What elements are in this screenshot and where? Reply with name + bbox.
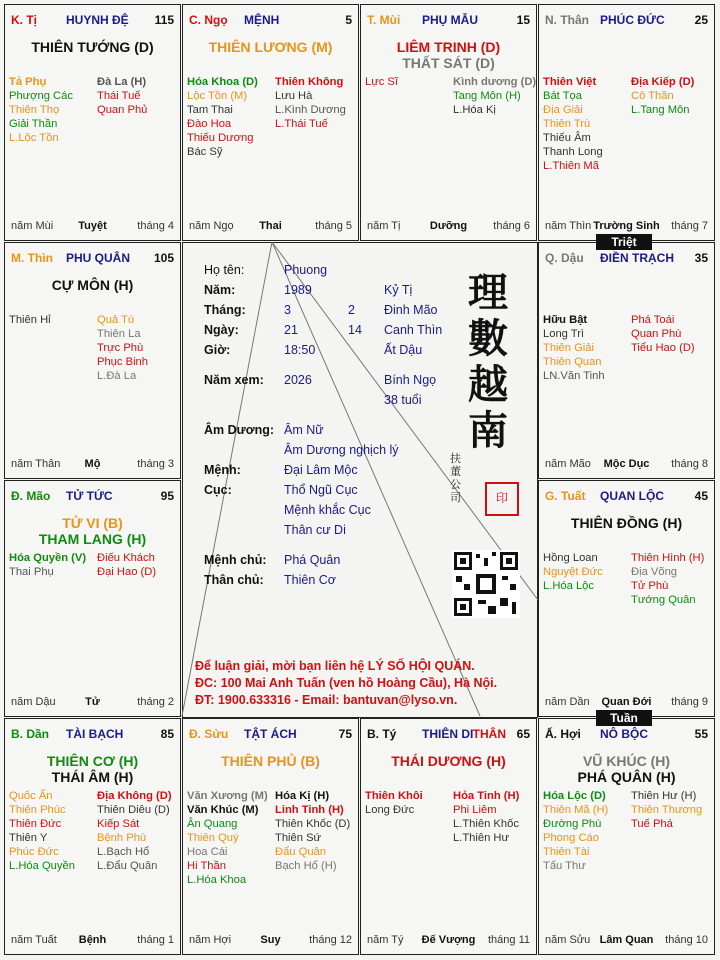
minor-star: Quan Phủ xyxy=(97,104,148,116)
minor-star: Kình dương (D) xyxy=(453,76,537,88)
minor-star: Thiên Quan xyxy=(543,356,602,368)
star-column-left xyxy=(543,75,603,173)
palace-branch: Q. Dậu xyxy=(545,251,584,265)
main-star: VŨ KHÚC (H) xyxy=(582,753,671,769)
main-star: THIÊN ĐỒNG (H) xyxy=(570,515,683,531)
minor-star: LN.Văn Tinh xyxy=(543,370,605,382)
minor-star: Phá Toái xyxy=(631,314,675,326)
life-stage: Trường Sinh xyxy=(593,220,660,232)
label: Năm: xyxy=(204,283,236,297)
minor-star: L.Thiên Khốc xyxy=(453,818,519,830)
main-star: THÁI ÂM (H) xyxy=(51,769,134,785)
value: Đại Lâm Mộc xyxy=(284,463,358,477)
star-column-right xyxy=(631,551,704,607)
minor-star: Hóa Khoa (D) xyxy=(187,76,258,88)
palace-footer xyxy=(11,696,174,710)
star-column-left xyxy=(9,75,73,145)
star-column-left xyxy=(187,75,258,159)
minor-star: Kiếp Sát xyxy=(97,818,140,830)
minor-star: Thanh Long xyxy=(543,146,603,158)
minor-star: Thiên Phúc xyxy=(9,804,66,816)
minor-star: Văn Khúc (M) xyxy=(187,804,259,816)
month-label: tháng 9 xyxy=(671,696,708,708)
palace-header xyxy=(545,489,708,505)
minor-star: Lưu Hà xyxy=(275,90,313,102)
minor-star: Lực Sĩ xyxy=(365,76,398,88)
label: Tháng: xyxy=(204,303,246,317)
minor-star: Giải Thần xyxy=(9,118,58,130)
star-column-right xyxy=(453,75,536,117)
minor-star: Địa Không (D) xyxy=(97,790,172,802)
year-label: năm Thân xyxy=(11,458,61,470)
minor-star: Nguyệt Đức xyxy=(543,566,603,578)
palace-cell-mui xyxy=(360,4,537,241)
minor-star: Đường Phù xyxy=(543,818,602,830)
main-star: THIÊN CƠ (H) xyxy=(46,753,139,769)
star-column-right xyxy=(631,789,702,831)
star-column-right xyxy=(453,789,519,845)
palace-footer xyxy=(11,458,174,472)
minor-star: Thiên Y xyxy=(9,832,48,844)
value: Âm Nữ xyxy=(284,423,324,437)
month-label: tháng 4 xyxy=(137,220,174,232)
palace-branch: T. Mùi xyxy=(367,13,401,27)
value: 3 xyxy=(284,303,291,317)
minor-star: Hữu Bật xyxy=(543,314,588,326)
minor-star: Tam Thai xyxy=(187,104,233,116)
minor-star: Thiên Trù xyxy=(543,118,591,130)
value: 2 xyxy=(348,303,355,317)
value: Ất Dậu xyxy=(384,343,423,357)
minor-star: Bát Tọa xyxy=(543,90,582,102)
minor-star: Linh Tinh (H) xyxy=(275,804,344,816)
minor-star: Thiên Thọ xyxy=(9,104,60,116)
palace-cell-ti xyxy=(4,4,181,241)
label: Mệnh chủ: xyxy=(204,553,267,567)
palace-footer xyxy=(545,220,708,234)
year-label: năm Sửu xyxy=(545,934,591,946)
main-star: THẤT SÁT (D) xyxy=(402,55,495,71)
month-label: tháng 7 xyxy=(671,220,708,232)
label: Âm Dương: xyxy=(204,423,275,437)
star-column-right xyxy=(631,75,694,117)
palace-header xyxy=(189,727,352,743)
palace-name: PHÚC ĐỨC xyxy=(600,13,665,27)
label: Mệnh: xyxy=(204,463,241,477)
minor-star: Đẩu Quân xyxy=(275,846,326,858)
contact-address: ĐC: 100 Mai Anh Tuấn (ven hồ Hoàng Cầu), Hà Nội. xyxy=(195,676,498,690)
minor-star: Tang Môn (H) xyxy=(453,90,521,102)
star-column-left xyxy=(187,789,268,887)
star-column-left xyxy=(365,75,398,89)
tuan-tag: Tuần xyxy=(596,710,652,726)
palace-name: PHU QUÂN xyxy=(66,251,131,265)
contact-line-1: Để luận giải, mời bạn liên hệ LÝ SỐ HỘI QUÁN. xyxy=(195,659,475,673)
value: Phuong xyxy=(284,263,328,277)
minor-star: L.Tang Môn xyxy=(631,104,690,116)
minor-star: Bác Sỹ xyxy=(187,146,223,158)
minor-star: Thiếu Dương xyxy=(187,132,254,144)
year-label: năm Thìn xyxy=(545,220,592,232)
palace-branch: N. Thân xyxy=(545,13,589,27)
palace-number: 15 xyxy=(516,13,530,27)
minor-star: Thiên Hư (H) xyxy=(631,790,697,802)
month-label: tháng 10 xyxy=(665,934,708,946)
minor-star: Hoa Cái xyxy=(187,846,228,858)
minor-star: Thiên Việt xyxy=(543,76,597,88)
center-info xyxy=(182,242,538,716)
palace-cell-suu xyxy=(182,718,359,955)
month-label: tháng 12 xyxy=(309,934,352,946)
minor-star: Tấu Thư xyxy=(543,860,586,872)
minor-star: L.Hóa Quyền xyxy=(9,860,75,872)
minor-star: Thiên Không xyxy=(275,76,344,88)
star-column-right xyxy=(631,313,695,355)
palace-cell-hoi xyxy=(538,718,715,955)
palace-branch: G. Tuất xyxy=(545,489,586,503)
minor-star: Cô Thần xyxy=(631,90,674,102)
minor-star: Hi Thần xyxy=(187,860,226,872)
minor-star: L.Đà La xyxy=(97,370,137,382)
palace-branch: M. Thìn xyxy=(11,251,53,265)
star-column-right xyxy=(97,75,147,117)
main-star: PHÁ QUÂN (H) xyxy=(577,769,676,785)
life-stage: Suy xyxy=(260,934,281,946)
star-column-right xyxy=(97,551,156,579)
palace-footer xyxy=(545,458,708,472)
palace-number: 105 xyxy=(153,251,174,265)
palace-header xyxy=(367,727,530,743)
palace-footer xyxy=(11,220,174,234)
life-stage: Mộ xyxy=(84,458,101,470)
minor-star: Đà La (H) xyxy=(97,76,147,88)
minor-star: Thái Tuế xyxy=(97,90,141,102)
palace-header xyxy=(545,251,708,267)
minor-star: Thiên Khốc (D) xyxy=(275,818,351,830)
palace-number: 35 xyxy=(694,251,708,265)
palace-number: 65 xyxy=(516,727,530,741)
minor-star: Phúc Đức xyxy=(9,846,59,858)
minor-star: Bệnh Phù xyxy=(97,832,147,844)
palace-number: 95 xyxy=(160,489,174,503)
palace-name: HUYNH ĐỆ xyxy=(66,13,129,27)
calligraphy-logo: 理 數 越 南 xyxy=(468,269,508,454)
palace-number: 85 xyxy=(160,727,174,741)
palace-cell-than xyxy=(538,4,715,241)
label: Năm xem: xyxy=(204,373,264,387)
minor-star: Đại Hao (D) xyxy=(97,566,157,578)
minor-star: Hóa Kị (H) xyxy=(275,790,330,802)
minor-star: Văn Xương (M) xyxy=(187,790,268,802)
palace-name: QUAN LỘC xyxy=(600,489,664,503)
palace-footer xyxy=(545,696,708,710)
palace-cell-dau xyxy=(538,242,715,479)
value: 38 tuổi xyxy=(384,393,422,407)
value: 18:50 xyxy=(284,343,316,357)
palace-name: ĐIỀN TRẠCH xyxy=(600,251,674,265)
minor-star: Long Đức xyxy=(365,804,415,816)
month-label: tháng 11 xyxy=(487,934,530,946)
minor-star: Đào Hoa xyxy=(187,118,232,130)
palace-number: 45 xyxy=(694,489,708,503)
value: 2026 xyxy=(284,373,312,387)
star-column-left xyxy=(543,789,608,873)
label: Thân chủ: xyxy=(204,573,264,587)
minor-star: Lộc Tồn (M) xyxy=(187,90,248,102)
red-seal: 印 xyxy=(485,482,519,516)
palace-footer xyxy=(11,934,174,948)
star-column-left xyxy=(543,313,605,383)
life-stage: Tuyệt xyxy=(78,220,107,232)
minor-star: Địa Giải xyxy=(543,104,583,116)
palace-name: TẬT ÁCH xyxy=(244,727,297,741)
month-label: tháng 1 xyxy=(137,934,174,946)
triet-tag: Triệt xyxy=(596,234,652,250)
palace-branch: C. Ngọ xyxy=(189,13,228,27)
minor-star: L.Thiên Hư xyxy=(453,832,509,844)
minor-star: Hồng Loan xyxy=(543,552,598,564)
palace-footer xyxy=(189,934,352,948)
year-label: năm Tuất xyxy=(11,934,57,946)
palace-footer xyxy=(367,220,530,234)
minor-star: Hóa Quyền (V) xyxy=(9,552,87,564)
minor-star: Ân Quang xyxy=(187,818,238,830)
minor-star: Thiên Khôi xyxy=(365,790,423,802)
month-label: tháng 3 xyxy=(137,458,174,470)
palace-cell-ngo xyxy=(182,4,359,241)
minor-star: Trực Phù xyxy=(97,342,144,354)
palace-number: 5 xyxy=(345,13,352,27)
minor-star: Tướng Quân xyxy=(631,594,696,606)
palace-cell-dan xyxy=(4,718,181,955)
minor-star: L.Đẩu Quân xyxy=(97,860,158,872)
value: 14 xyxy=(348,323,362,337)
minor-star: L.Hóa Kị xyxy=(453,104,496,116)
month-label: tháng 6 xyxy=(493,220,530,232)
month-label: tháng 2 xyxy=(137,696,174,708)
life-stage: Mộc Dục xyxy=(603,458,650,470)
star-column-right xyxy=(275,75,346,131)
life-stage: Đế Vượng xyxy=(421,934,476,946)
minor-star: Hóa Lộc (D) xyxy=(543,790,606,802)
palace-number: 75 xyxy=(338,727,352,741)
minor-star: L.Kình Dương xyxy=(275,104,346,116)
year-label: năm Dậu xyxy=(11,696,56,708)
qr-code-icon xyxy=(452,550,520,618)
star-column-right xyxy=(97,789,172,873)
minor-star: Điếu Khách xyxy=(97,552,155,564)
star-column-right xyxy=(97,313,148,383)
palace-cell-mao xyxy=(4,480,181,717)
month-label: tháng 8 xyxy=(671,458,708,470)
life-stage: Quan Đới xyxy=(601,696,652,708)
palace-branch: B. Dần xyxy=(11,727,50,741)
minor-star: Bạch Hổ (H) xyxy=(275,860,337,872)
minor-star: Quốc Ấn xyxy=(9,790,53,802)
seal-logo: 扶 董 公 司 xyxy=(450,452,461,504)
palace-branch: Ấ. Hợi xyxy=(545,727,581,741)
palace-footer xyxy=(367,934,530,948)
value: Đinh Mão xyxy=(384,303,438,317)
palace-name: MỆNH xyxy=(244,13,280,27)
palace-number: 115 xyxy=(154,13,174,27)
minor-star: Quan Phù xyxy=(631,328,682,340)
star-column-left xyxy=(9,789,75,873)
palace-header xyxy=(11,489,174,505)
minor-star: Thiên La xyxy=(97,328,141,340)
minor-star: Long Trì xyxy=(543,328,585,340)
palace-header xyxy=(11,13,174,29)
life-stage: Thai xyxy=(259,220,282,232)
contact-phone-email: ĐT: 1900.633316 - Email: bantuvan@lyso.vn. xyxy=(195,693,458,707)
star-column-left xyxy=(543,551,603,593)
minor-star: Phục Binh xyxy=(97,356,148,368)
value: Thổ Ngũ Cục xyxy=(284,483,358,497)
year-label: năm Ngọ xyxy=(189,220,234,232)
palace-number: 55 xyxy=(694,727,708,741)
palace-cell-thin xyxy=(4,242,181,479)
label: Giờ: xyxy=(204,343,231,357)
label: Họ tên: xyxy=(204,263,245,277)
palace-name: NÔ BỘC xyxy=(600,727,648,741)
minor-star: Thiên Diêu (D) xyxy=(97,804,170,816)
minor-star: L.Thiên Mã xyxy=(543,160,599,172)
palace-footer xyxy=(545,934,708,948)
minor-star: Quả Tú xyxy=(97,314,135,326)
palace-name: TÀI BẠCH xyxy=(66,727,124,741)
palace-name: TỬ TỨC xyxy=(66,489,113,503)
value: Bính Ngọ xyxy=(384,373,437,387)
year-label: năm Dần xyxy=(545,696,590,708)
life-stage: Dưỡng xyxy=(429,220,468,232)
minor-star: Thiên Mã (H) xyxy=(543,804,609,816)
value: 21 xyxy=(284,323,298,337)
minor-star: Thiên Thương xyxy=(631,804,703,816)
main-star: THIÊN TƯỚNG (D) xyxy=(31,39,154,55)
minor-star: Phong Cáo xyxy=(543,832,599,844)
minor-star: Thiên Hỉ xyxy=(9,314,51,326)
main-star: THÁI DƯƠNG (H) xyxy=(391,753,506,769)
label: Ngày: xyxy=(204,323,239,337)
value: Thân cư Di xyxy=(284,523,346,537)
palace-cell-ty xyxy=(360,718,537,955)
main-star: LIÊM TRINH (D) xyxy=(396,39,501,55)
palace-header xyxy=(545,727,708,743)
value: 1989 xyxy=(284,283,312,297)
star-column-left xyxy=(9,551,86,579)
minor-star: Thiên Đức xyxy=(9,818,62,830)
palace-header xyxy=(189,13,352,29)
minor-star: L.Hóa Lộc xyxy=(543,580,594,592)
minor-star: Địa Võng xyxy=(631,566,678,578)
palace-header xyxy=(11,727,174,743)
palace-footer xyxy=(189,220,352,234)
minor-star: Thiếu Âm xyxy=(543,132,591,144)
palace-cell-tuat xyxy=(538,480,715,717)
palace-header xyxy=(545,13,708,29)
minor-star: L.Bạch Hổ xyxy=(97,846,150,858)
minor-star: Thiên Quý xyxy=(187,832,239,844)
value: Canh Thìn xyxy=(384,323,443,337)
minor-star: Thiên Sứ xyxy=(275,832,322,844)
palace-branch: Đ. Sửu xyxy=(189,727,229,741)
year-label: năm Mùi xyxy=(11,220,54,232)
life-stage: Lâm Quan xyxy=(599,934,654,946)
minor-star: L.Thái Tuế xyxy=(275,118,328,130)
minor-star: Tiểu Hao (D) xyxy=(631,342,695,354)
minor-star: Hỏa Tinh (H) xyxy=(453,790,520,802)
year-label: năm Tý xyxy=(367,934,404,946)
year-label: năm Tị xyxy=(367,220,401,232)
palace-number: 25 xyxy=(694,13,708,27)
star-column-left xyxy=(9,313,51,327)
minor-star: Thiên Giải xyxy=(543,342,594,354)
main-star: THAM LANG (H) xyxy=(38,531,147,547)
star-column-right xyxy=(275,789,350,873)
label: Cục: xyxy=(204,483,232,497)
minor-star: Tuế Phá xyxy=(631,818,673,830)
palace-branch: Đ. Mão xyxy=(11,489,51,503)
life-stage: Bệnh xyxy=(78,934,107,946)
minor-star: L.Lộc Tồn xyxy=(9,132,59,144)
value: Kỷ Tị xyxy=(384,283,413,297)
main-star: TỬ VI (B) xyxy=(62,515,123,531)
minor-star: Thai Phụ xyxy=(9,566,54,578)
life-stage: Tử xyxy=(85,696,100,708)
value: Thiên Cơ xyxy=(284,573,336,587)
palace-header xyxy=(11,251,174,267)
value: Phá Quân xyxy=(284,553,341,567)
year-label: năm Hợi xyxy=(189,934,232,946)
minor-star: Thiên Tài xyxy=(543,846,590,858)
minor-star: Thiên Hình (H) xyxy=(631,552,705,564)
main-star: THIÊN LƯƠNG (M) xyxy=(208,39,333,55)
value: Mệnh khắc Cục xyxy=(284,503,371,517)
palace-branch: B. Tý xyxy=(367,727,397,741)
minor-star: L.Hóa Khoa xyxy=(187,874,247,886)
minor-star: Tả Phụ xyxy=(9,76,47,88)
star-column-left xyxy=(365,789,423,817)
palace-name: THIÊN DI xyxy=(422,727,474,741)
palace-branch: K. Tị xyxy=(11,13,37,27)
minor-star: Tử Phù xyxy=(631,580,669,592)
minor-star: Phi Liêm xyxy=(453,804,497,816)
value: Âm Dương nghịch lý xyxy=(284,443,399,457)
year-label: năm Mão xyxy=(545,458,591,470)
main-star: CỰ MÔN (H) xyxy=(51,277,134,293)
minor-star: Phượng Các xyxy=(9,90,73,102)
month-label: tháng 5 xyxy=(315,220,352,232)
main-star: THIÊN PHỦ (B) xyxy=(221,753,320,769)
palace-name: PHỤ MẪU xyxy=(422,13,478,27)
minor-star: Địa Kiếp (D) xyxy=(631,76,695,88)
palace-header xyxy=(367,13,530,29)
than-marker: THÂN xyxy=(472,727,506,741)
